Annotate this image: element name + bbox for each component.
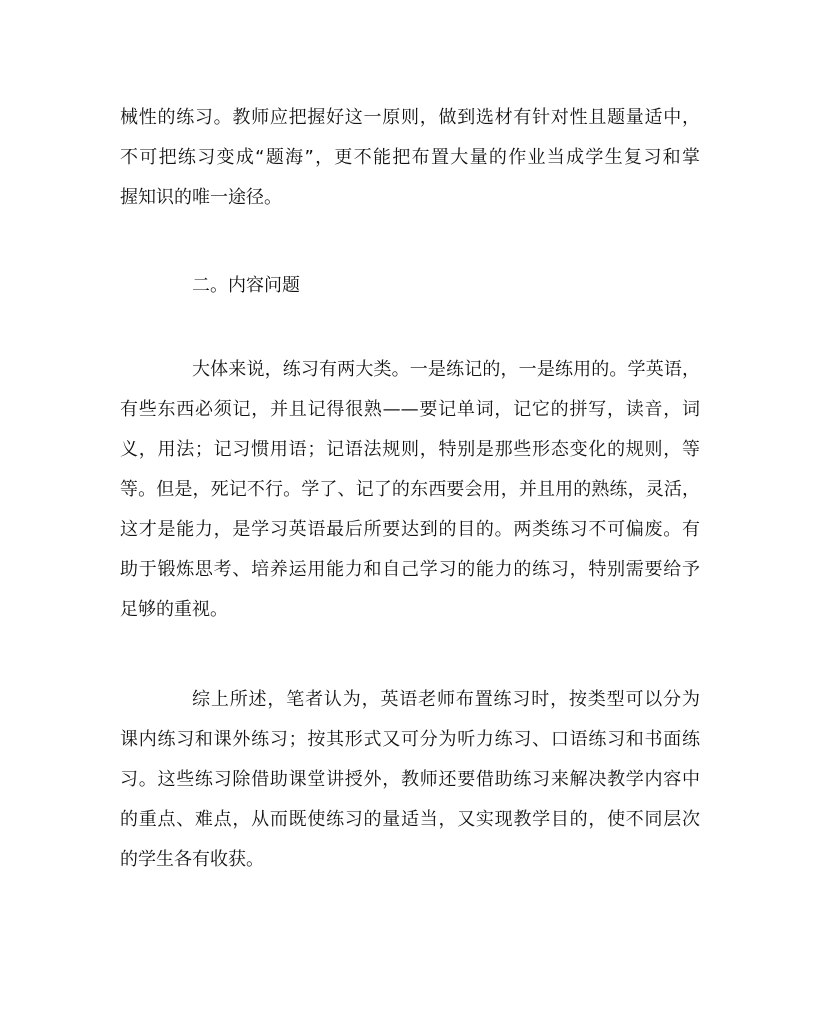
paragraph-line: 有些东西必须记，并且记得很熟——要记单词，记它的拼写，读音，词 (120, 399, 700, 420)
paragraph-line: 义，用法；记习惯用语；记语法规则，特别是那些形态变化的规则，等 (120, 439, 700, 460)
paragraph-line: 这才是能力，是学习英语最后所要达到的目的。两类练习不可偏废。有 (120, 519, 700, 540)
paragraph-line: 的重点、难点，从而既使练习的量适当，又实现教学目的，使不同层次 (120, 809, 700, 830)
paragraph-line: 的学生各有收获。 (120, 849, 264, 870)
paragraph-line: 足够的重视。 (120, 599, 228, 620)
paragraph-practice-types (120, 350, 700, 630)
paragraph-line: 助于锻炼思考、培养运用能力和自己学习的能力的练习，特别需要给予 (120, 559, 700, 580)
paragraph-line: 械性的练习。教师应把握好这一原则，做到选材有针对性且题量适中， (120, 107, 700, 128)
paragraph-line: 大体来说，练习有两大类。一是练记的，一是练用的。学英语， (192, 359, 700, 380)
paragraph-line: 握知识的唯一途径。 (120, 187, 282, 208)
paragraph-line: 等。但是，死记不行。学了、记了的东西要会用，并且用的熟练，灵活， (120, 479, 700, 500)
paragraph-line: 综上所述，笔者认为，英语老师布置练习时，按类型可以分为 (192, 689, 700, 710)
paragraph-line: 习。这些练习除借助课堂讲授外，教师还要借助练习来解决教学内容中 (120, 769, 700, 790)
paragraph-line: 不可把练习变成“题海”，更不能把布置大量的作业当成学生复习和掌 (120, 147, 700, 168)
paragraph-line: 课内练习和课外练习；按其形式又可分为听力练习、口语练习和书面练 (120, 729, 700, 750)
paragraph-conclusion (120, 680, 700, 880)
section-heading-content-issues: 二。内容问题 (192, 275, 300, 296)
paragraph-practice-principle (120, 98, 700, 218)
